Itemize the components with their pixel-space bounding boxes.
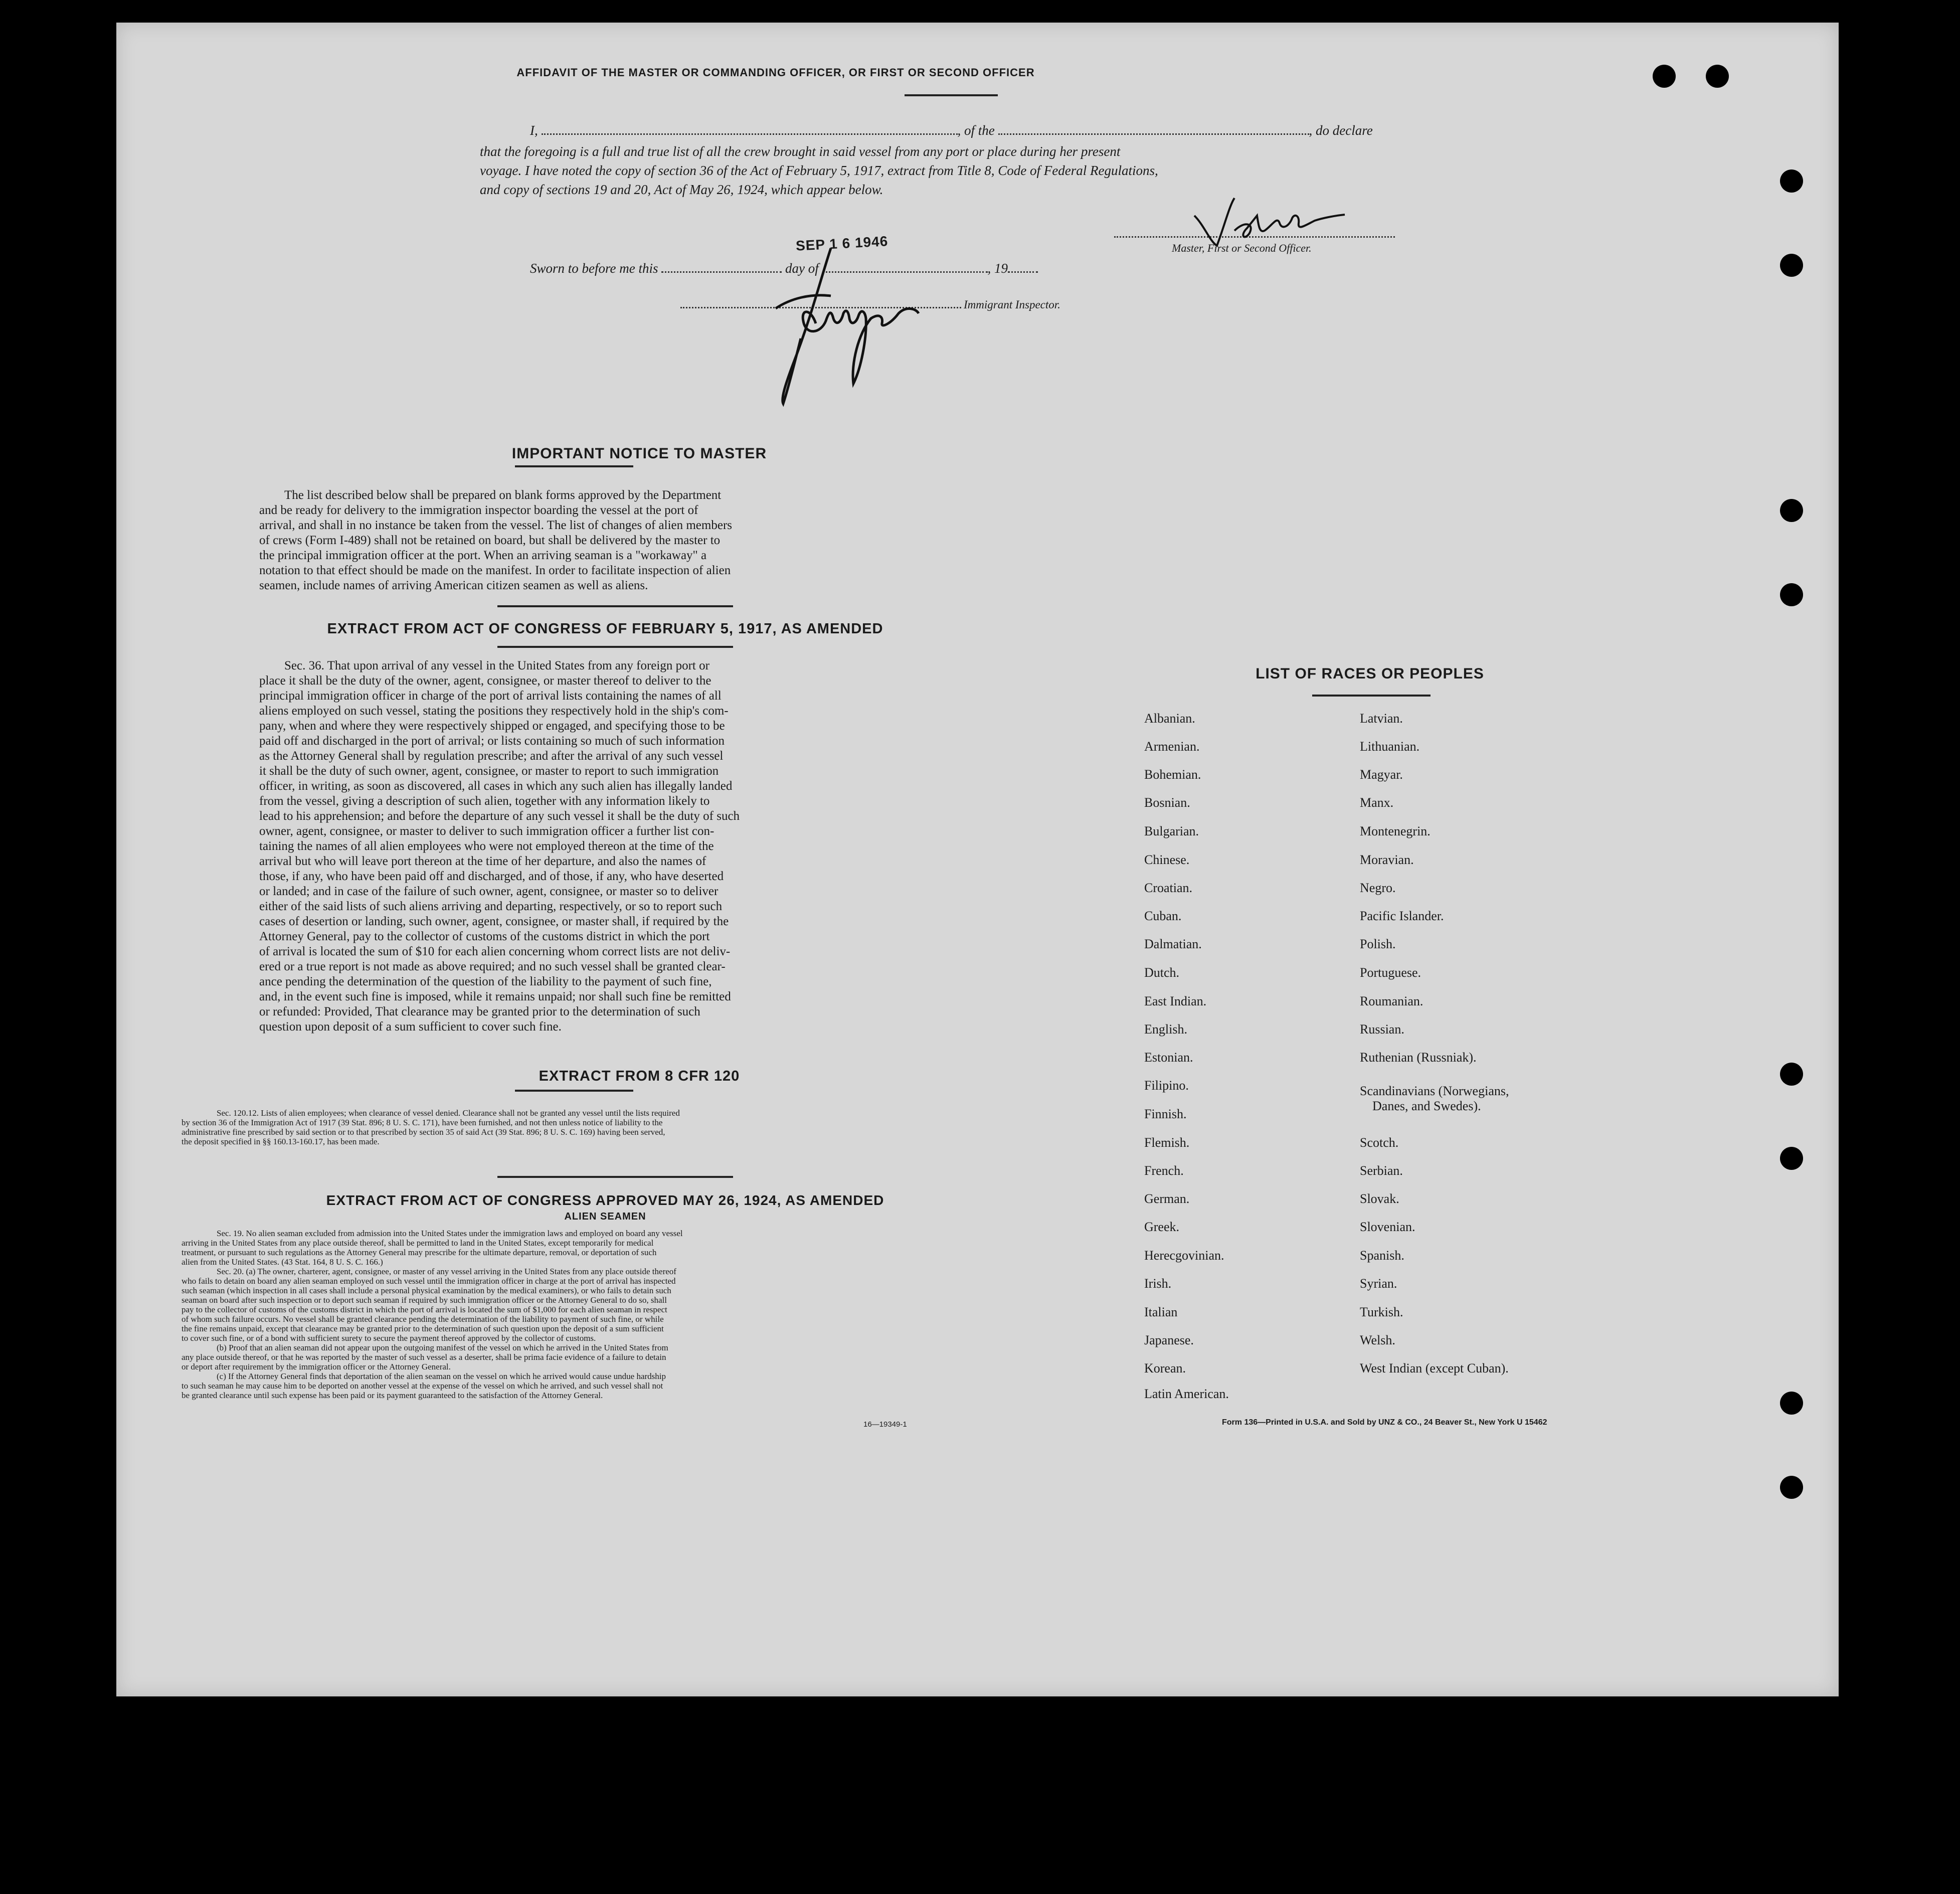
sec36-line: ance pending the determination of the question of the liability to the payment of such fine, (259, 975, 712, 988)
sec36-line: or landed; and in case of the failure of such owner, agent, consignee, or master so to deliver (259, 885, 719, 898)
sec36-line: or refunded: Provided, That clearance may be granted prior to the determination of such (259, 1005, 700, 1018)
day-of-label: day of (785, 261, 819, 276)
cfr120-text (182, 1108, 1026, 1146)
affidavit-body-line: and copy of sections 19 and 20, Act of May 26, 1924, which appear below. (480, 182, 883, 197)
sec-line: (c) If the Attorney General finds that deportation of the alien seaman on the vessel on which he arrived would cause undue hardship (217, 1371, 666, 1381)
race-item: Montenegrin. (1360, 824, 1431, 838)
race-item: Chinese. (1144, 852, 1190, 867)
race-item: Portuguese. (1360, 965, 1421, 980)
divider (515, 465, 633, 467)
document-page (116, 23, 1839, 1696)
divider (905, 94, 998, 96)
form-code: 16—19349-1 (863, 1420, 907, 1429)
sec-line: (b) Proof that an alien seaman did not appear upon the outgoing manifest of the vessel on which he arrived in the United States from (217, 1343, 668, 1352)
race-item: Bulgarian. (1144, 824, 1199, 838)
race-item: German. (1144, 1191, 1190, 1206)
notice-line: of crews (Form I-489) shall not be retained on board, but shall be delivered by the master to (259, 534, 721, 547)
sec-line: of whom such failure occurs. No vessel shall be granted clearance pending the determination of the liability to payment of such fine, or while (182, 1314, 664, 1324)
race-item: Bosnian. (1144, 795, 1190, 810)
sec-line: such seaman (which inspection in all cases shall include a personal physical examination by the medical examiners), or who fails to detain such (182, 1286, 671, 1295)
sec36-line: cases of desertion or landing, such owner, agent, consignee, or master shall, if required by the (259, 915, 729, 928)
race-item: Dutch. (1144, 965, 1180, 980)
cfr-line: Sec. 120.12. Lists of alien employees; when clearance of vessel denied. Clearance shall not be granted any vessel until the lists required (217, 1108, 680, 1118)
race-item: Moravian. (1360, 852, 1414, 867)
race-item: Irish. (1144, 1276, 1172, 1291)
race-item: East Indian. (1144, 994, 1207, 1008)
sec36-line: arrival but who will leave port thereon at the time of her departure, and also the names of (259, 854, 706, 868)
race-item: Italian (1144, 1305, 1178, 1319)
race-item: Negro. (1360, 881, 1396, 895)
inspector-label: Immigrant Inspector. (964, 298, 1060, 311)
sec-line: alien from the United States. (43 Stat. 164, 8 U. S. C. 166.) (182, 1257, 383, 1267)
notice-line: and be ready for delivery to the immigration inspector boarding the vessel at the port of (259, 503, 698, 517)
sec-line: seaman on board after such inspection or to deport such seaman if required by such immigration officer or the Attorney General to do so, shall (182, 1295, 667, 1305)
race-item: Slovak. (1360, 1191, 1399, 1206)
race-item: Latvian. (1360, 711, 1403, 726)
sec36-line: pany, when and where they were respectively shipped or engaged, and specifying those to be (259, 719, 725, 733)
sec-line: be granted clearance until such expense has been paid or its payment guaranteed to the satisfaction of the Attorney General. (182, 1391, 603, 1400)
affidavit-body-line: that the foregoing is a full and true list of all the crew brought in said vessel from any port or place during her present (480, 144, 1121, 159)
punch-hole (1780, 1392, 1803, 1415)
divider (497, 1176, 733, 1178)
race-item: Polish. (1360, 937, 1396, 951)
punch-hole (1780, 1063, 1803, 1086)
punch-hole (1780, 1147, 1803, 1170)
punch-hole (1780, 499, 1803, 522)
sec36-line: place it shall be the duty of the owner, agent, consignee, or master thereof to deliver to the (259, 674, 711, 687)
notice-text (259, 488, 949, 593)
sec-line: Sec. 19. No alien seaman excluded from admission into the United States under the immigration laws and employed on board any vessel (217, 1229, 683, 1238)
divider (497, 646, 733, 648)
sec-line: treatment, or pursuant to such regulations as the Attorney General may prescribe for the ultimate departure, removal, or deportation of such (182, 1248, 657, 1257)
extract-1917-title: EXTRACT FROM ACT OF CONGRESS OF FEBRUARY 5, 1917, AS AMENDED (327, 621, 883, 637)
race-item: West Indian (except Cuban). (1360, 1361, 1509, 1375)
divider (497, 605, 733, 607)
sec-line: who fails to detain on board any alien seaman employed on such vessel until the immigration officer in charge at the port of arrival has inspected (182, 1276, 676, 1286)
divider (1312, 695, 1431, 697)
race-item: Russian. (1360, 1022, 1404, 1037)
race-item: Cuban. (1144, 909, 1182, 923)
sec-line: or deport after requirement by the immigration officer or the Attorney General. (182, 1362, 451, 1371)
race-item: Ruthenian (Russniak). (1360, 1050, 1477, 1065)
sec36-line: taining the names of all alien employees who were not employed thereon at the time of the (259, 839, 714, 853)
sec36-line: officer, in writing, as soon as discovered, all cases in which any such alien has illegally landed (259, 779, 733, 793)
race-item: Lithuanian. (1360, 739, 1420, 754)
race-item: Herecgovinian. (1144, 1248, 1224, 1263)
vessel-field[interactable] (998, 133, 1309, 135)
sworn-year-field[interactable] (1008, 271, 1038, 273)
race-item: Scotch. (1360, 1135, 1399, 1150)
race-item: Syrian. (1360, 1276, 1397, 1291)
race-item: Latin American. (1144, 1387, 1229, 1401)
affidavit-body-line: voyage. I have noted the copy of section 36 of the Act of February 5, 1917, extract from Title 8, Code of Federal Regulations, (480, 163, 1158, 178)
race-item: Danes, and Swedes). (1372, 1099, 1481, 1113)
inspector-signature (746, 238, 956, 409)
race-item: Greek. (1144, 1220, 1180, 1234)
race-item: Dalmatian. (1144, 937, 1202, 951)
cfr120-title: EXTRACT FROM 8 CFR 120 (539, 1068, 740, 1084)
date-stamp: SEP 1 6 1946 (795, 233, 888, 254)
notice-line: seamen, include names of arriving American citizen seamen as well as aliens. (259, 579, 648, 592)
sec36-line: question upon deposit of a sum sufficient to cover such fine. (259, 1020, 562, 1034)
master-signature (1189, 196, 1350, 256)
sec36-line: it shall be the duty of such owner, agent, consignee, or master to report to such immigration (259, 764, 719, 778)
affidavit-body (480, 142, 1433, 199)
sec36-line: as the Attorney General shall by regulation prescribe; and after the arrival of any such vessel (259, 749, 724, 763)
printer-imprint: Form 136—Printed in U.S.A. and Sold by UNZ & CO., 24 Beaver St., New York U 15462 (1222, 1418, 1547, 1427)
race-item: Filipino. (1144, 1078, 1189, 1093)
race-item: Flemish. (1144, 1135, 1190, 1150)
notice-line: the principal immigration officer at the port. When an arriving seaman is a "workaway" a (259, 549, 707, 562)
punch-hole (1780, 583, 1803, 606)
sec36-line: those, if any, who have been paid off and discharged, and of those, if any, who have deserted (259, 870, 724, 883)
race-item: Magyar. (1360, 767, 1403, 782)
sec36-line: either of the said lists of such aliens arriving and departing, respectively, or so to report such (259, 900, 723, 913)
alien-seamen-subtitle: ALIEN SEAMEN (564, 1211, 646, 1222)
race-item: French. (1144, 1163, 1184, 1178)
punch-hole (1780, 254, 1803, 277)
race-item: Bohemian. (1144, 767, 1201, 782)
sec36-line: lead to his apprehension; and before the departure of any such vessel it shall be the duty of such (259, 809, 740, 823)
sec-line: pay to the collector of customs of the customs district in which the port of arrival is located the sum of $1,000 for each alien seaman in respect (182, 1305, 667, 1314)
race-item: Manx. (1360, 795, 1394, 810)
extract-1924-title: EXTRACT FROM ACT OF CONGRESS APPROVED MAY 26, 1924, AS AMENDED (326, 1192, 884, 1208)
race-item: Roumanian. (1360, 994, 1423, 1008)
race-item: Turkish. (1360, 1305, 1403, 1319)
race-item: Korean. (1144, 1361, 1186, 1375)
race-item: English. (1144, 1022, 1187, 1037)
sec36-line: principal immigration officer in charge of the port of arrival lists containing the names of all (259, 689, 722, 703)
sec36-line: aliens employed on such vessel, stating the positions they respectively hold in the ship's com- (259, 704, 729, 718)
sec-line: arriving in the United States from any place outside thereof, shall be permitted to land in the United States, except temporarily for medical (182, 1238, 654, 1248)
race-item: Welsh. (1360, 1333, 1395, 1347)
race-item: Japanese. (1144, 1333, 1194, 1347)
notice-line: arrival, and shall in no instance be taken from the vessel. The list of changes of alien members (259, 519, 732, 532)
punch-hole (1780, 169, 1803, 193)
race-item: Estonian. (1144, 1050, 1193, 1065)
sec-line: any place outside thereof, or that he was reported by the master of such vessel as a deserter, shall be prima facie evidence of a failure to detain (182, 1352, 666, 1362)
sec-line: the fine remains unpaid, except that clearance may be granted prior to the determination of such question upon the deposit of a sum sufficient (182, 1324, 664, 1333)
race-item: Pacific Islander. (1360, 909, 1444, 923)
sec36-line: from the vessel, giving a description of such alien, together with any information likely to (259, 794, 710, 808)
cfr-line: the deposit specified in §§ 160.13-160.17, has been made. (182, 1137, 380, 1146)
sworn-label: Sworn to before me this (530, 261, 658, 276)
i-label: I, (530, 123, 538, 138)
declare-label: , do declare (1309, 123, 1373, 138)
notice-line: The list described below shall be prepared on blank forms approved by the Department (284, 488, 722, 502)
sec-line: to cover such fine, or of a bond with sufficient surety to secure the payment thereof approved by the collector of customs. (182, 1333, 596, 1343)
sec36-line: paid off and discharged in the port of arrival; or lists containing so much of such information (259, 734, 725, 748)
cfr-line: by section 36 of the Immigration Act of 1917 (39 Stat. 896; 8 U. S. C. 171), have been furnished, and not then unless notice of liability to the (182, 1118, 663, 1127)
race-item: Albanian. (1144, 711, 1195, 726)
race-item: Serbian. (1360, 1163, 1403, 1178)
affidavit-title: AFFIDAVIT OF THE MASTER OR COMMANDING OFFICER, OR FIRST OR SECOND OFFICER (516, 66, 1035, 79)
affidavit-declaration-line (530, 123, 1508, 138)
of-the-label: , of the (957, 123, 995, 138)
sec36-line: Attorney General, pay to the collector of customs of the customs district in which the port (259, 930, 710, 943)
race-item: Slovenian. (1360, 1220, 1415, 1234)
notice-line: notation to that effect should be made on the manifest. In order to facilitate inspection of alien (259, 564, 731, 577)
sec36-line: Sec. 36. That upon arrival of any vessel in the United States from any foreign port or (284, 659, 709, 672)
sec-line: to such seaman he may cause him to be deported on another vessel at the expense of the vessel on which he arrived, and such vessel shall not (182, 1381, 663, 1391)
race-item: Armenian. (1144, 739, 1200, 754)
year-prefix: , 19 (987, 261, 1008, 276)
extract-1917-text (259, 658, 949, 1035)
sec36-line: of arrival is located the sum of $10 for each alien concerning whom correct lists are not deliv- (259, 945, 731, 958)
punch-hole (1780, 1476, 1803, 1499)
race-item: Finnish. (1144, 1107, 1187, 1121)
master-label: Master, First or Second Officer. (1172, 242, 1312, 254)
sec36-line: ered or a true report is not made as above required; and no such vessel shall be granted clear- (259, 960, 726, 973)
divider (515, 1090, 633, 1092)
sec-line: Sec. 20. (a) The owner, charterer, agent, consignee, or master of any vessel arriving in the United States from any place outside thereof (217, 1267, 676, 1276)
race-item: Spanish. (1360, 1248, 1404, 1263)
punch-hole (1706, 65, 1729, 88)
race-item: Croatian. (1144, 881, 1193, 895)
name-field[interactable] (542, 133, 958, 135)
races-title: LIST OF RACES OR PEOPLES (1256, 665, 1484, 682)
sec36-line: and, in the event such fine is imposed, while it remains unpaid; nor shall such fine be remitted (259, 990, 731, 1003)
punch-hole (1653, 65, 1676, 88)
sec36-line: owner, agent, consignee, or master to deliver to such immigration officer a further list con- (259, 824, 715, 838)
extract-1924-text (182, 1229, 1026, 1400)
notice-title: IMPORTANT NOTICE TO MASTER (511, 445, 767, 462)
cfr-line: administrative fine prescribed by said section or to that prescribed by section 35 of said Act (39 Stat. 896; 8 U. S. C. 169) having been served, (182, 1127, 665, 1137)
race-item: Scandinavians (Norwegians, (1360, 1084, 1509, 1098)
